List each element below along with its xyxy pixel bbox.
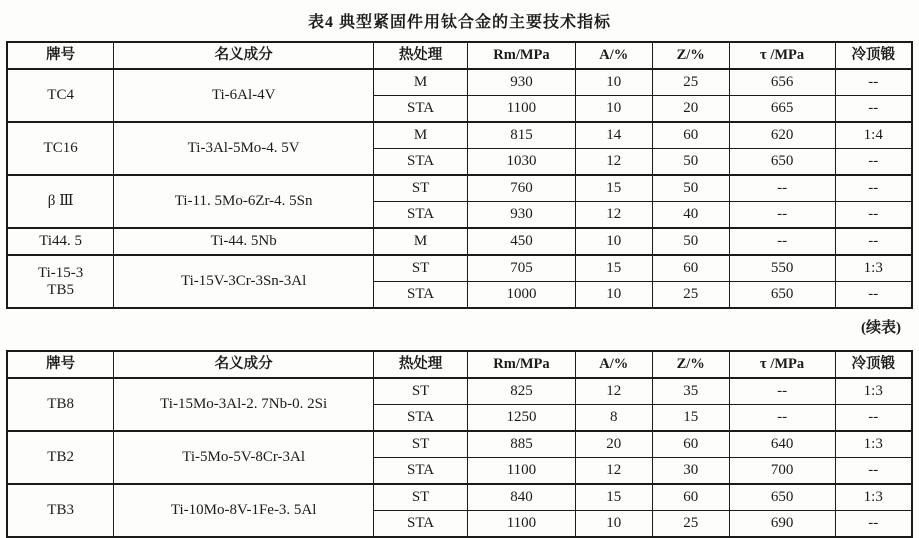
a-cell: 15 (575, 175, 652, 202)
table-row (7, 484, 912, 511)
z-cell: 60 (652, 122, 729, 149)
z-cell: 20 (652, 96, 729, 123)
rm-cell: 760 (468, 175, 576, 202)
tau-cell: 700 (729, 458, 835, 485)
composition-cell: Ti-10Mo-8V-1Fe-3. 5Al (114, 484, 374, 537)
grade-line: TB5 (47, 281, 74, 298)
tau-cell: 650 (729, 484, 835, 511)
tau-cell: 650 (729, 282, 835, 309)
column-header-tau: τ /MPa (729, 42, 835, 69)
tau-cell: -- (729, 175, 835, 202)
column-header-rm: Rm/MPa (468, 351, 576, 378)
grade-cell (7, 122, 114, 175)
tau-cell: 620 (729, 122, 835, 149)
a-cell: 14 (575, 122, 652, 149)
cold-cell: 1:3 (835, 255, 912, 282)
a-cell: 20 (575, 431, 652, 458)
column-header-treatment: 热处理 (374, 42, 468, 69)
rm-cell: 930 (468, 69, 576, 96)
rm-cell: 1100 (468, 96, 576, 123)
cold-cell: -- (835, 228, 912, 255)
column-header-treatment: 热处理 (374, 351, 468, 378)
cold-cell: -- (835, 69, 912, 96)
z-cell: 60 (652, 255, 729, 282)
z-cell: 60 (652, 484, 729, 511)
a-cell: 12 (575, 202, 652, 229)
z-cell: 25 (652, 69, 729, 96)
composition-cell: Ti-6Al-4V (114, 69, 374, 122)
composition-cell: Ti-3Al-5Mo-4. 5V (114, 122, 374, 175)
grade-line: Ti44. 5 (39, 233, 83, 250)
cold-cell: 1:3 (835, 431, 912, 458)
header-row (7, 351, 912, 378)
grade-line: TC16 (43, 140, 78, 157)
column-header-cold: 冷顶锻 (835, 42, 912, 69)
table-row (7, 378, 912, 405)
rm-cell: 815 (468, 122, 576, 149)
grade-cell (7, 431, 114, 484)
rm-cell: 450 (468, 228, 576, 255)
z-cell: 35 (652, 378, 729, 405)
cold-cell: -- (835, 282, 912, 309)
composition-cell: Ti-5Mo-5V-8Cr-3Al (114, 431, 374, 484)
grade-line: TB8 (47, 396, 74, 413)
z-cell: 30 (652, 458, 729, 485)
z-cell: 25 (652, 511, 729, 538)
grade-line: Ti-15-3 (37, 265, 84, 281)
rm-cell: 840 (468, 484, 576, 511)
z-cell: 50 (652, 149, 729, 176)
grade-line: TB3 (47, 502, 74, 519)
rm-cell: 1030 (468, 149, 576, 176)
page-title: 表4 典型紧固件用钛合金的主要技术指标 (307, 14, 611, 31)
treatment-cell: M (374, 122, 468, 149)
table-row (7, 255, 912, 282)
cold-cell: -- (835, 458, 912, 485)
cold-cell: 1:3 (835, 484, 912, 511)
cold-cell: 1:3 (835, 378, 912, 405)
a-cell: 12 (575, 378, 652, 405)
main-table (6, 41, 913, 309)
column-header-z: Z/% (652, 42, 729, 69)
treatment-cell: STA (374, 458, 468, 485)
rm-cell: 885 (468, 431, 576, 458)
table-row (7, 228, 912, 255)
cold-cell: -- (835, 202, 912, 229)
column-header-tau: τ /MPa (729, 351, 835, 378)
a-cell: 10 (575, 511, 652, 538)
z-cell: 40 (652, 202, 729, 229)
grade-line: TB2 (47, 449, 74, 466)
treatment-cell: STA (374, 202, 468, 229)
a-cell: 12 (575, 149, 652, 176)
header-row (7, 42, 912, 69)
z-cell: 60 (652, 431, 729, 458)
composition-cell: Ti-15Mo-3Al-2. 7Nb-0. 2Si (114, 378, 374, 431)
column-header-z: Z/% (652, 351, 729, 378)
grade-cell (7, 228, 114, 255)
cold-cell: -- (835, 511, 912, 538)
a-cell: 12 (575, 458, 652, 485)
tau-cell: 665 (729, 96, 835, 123)
a-cell: 10 (575, 69, 652, 96)
treatment-cell: STA (374, 96, 468, 123)
tau-cell: 550 (729, 255, 835, 282)
treatment-cell: M (374, 69, 468, 96)
treatment-cell: ST (374, 175, 468, 202)
cold-cell: -- (835, 405, 912, 432)
tau-cell: 656 (729, 69, 835, 96)
rm-cell: 1100 (468, 511, 576, 538)
z-cell: 50 (652, 175, 729, 202)
table-row (7, 122, 912, 149)
treatment-cell: STA (374, 405, 468, 432)
treatment-cell: ST (374, 255, 468, 282)
z-cell: 15 (652, 405, 729, 432)
table-row (7, 175, 912, 202)
treatment-cell: STA (374, 282, 468, 309)
rm-cell: 1250 (468, 405, 576, 432)
rm-cell: 1100 (468, 458, 576, 485)
a-cell: 15 (575, 484, 652, 511)
column-header-cold: 冷顶锻 (835, 351, 912, 378)
grade-cell (7, 175, 114, 228)
tau-cell: -- (729, 405, 835, 432)
column-header-a: A/% (575, 42, 652, 69)
column-header-composition: 名义成分 (114, 42, 374, 69)
grade-cell (7, 378, 114, 431)
cold-cell: -- (835, 149, 912, 176)
continuation-table (6, 350, 913, 538)
table-row (7, 431, 912, 458)
cold-cell: -- (835, 175, 912, 202)
treatment-cell: ST (374, 431, 468, 458)
z-cell: 25 (652, 282, 729, 309)
column-header-grade: 牌号 (7, 42, 114, 69)
column-header-composition: 名义成分 (114, 351, 374, 378)
a-cell: 8 (575, 405, 652, 432)
grade-cell (7, 255, 114, 308)
treatment-cell: STA (374, 511, 468, 538)
grade-line: β Ⅲ (47, 193, 74, 210)
grade-line: TC4 (47, 87, 74, 104)
tau-cell: 640 (729, 431, 835, 458)
tau-cell: 690 (729, 511, 835, 538)
treatment-cell: M (374, 228, 468, 255)
a-cell: 15 (575, 255, 652, 282)
composition-cell: Ti-44. 5Nb (114, 228, 374, 255)
composition-cell: Ti-15V-3Cr-3Sn-3Al (114, 255, 374, 308)
table-row (7, 69, 912, 96)
z-cell: 50 (652, 228, 729, 255)
rm-cell: 705 (468, 255, 576, 282)
rm-cell: 930 (468, 202, 576, 229)
treatment-cell: ST (374, 484, 468, 511)
cold-cell: 1:4 (835, 122, 912, 149)
continuation-label: (续表) (861, 320, 901, 336)
column-header-rm: Rm/MPa (468, 42, 576, 69)
composition-cell: Ti-11. 5Mo-6Zr-4. 5Sn (114, 175, 374, 228)
column-header-grade: 牌号 (7, 351, 114, 378)
tau-cell: -- (729, 202, 835, 229)
treatment-cell: STA (374, 149, 468, 176)
cold-cell: -- (835, 96, 912, 123)
a-cell: 10 (575, 282, 652, 309)
treatment-cell: ST (374, 378, 468, 405)
rm-cell: 1000 (468, 282, 576, 309)
tau-cell: -- (729, 228, 835, 255)
tau-cell: 650 (729, 149, 835, 176)
rm-cell: 825 (468, 378, 576, 405)
tau-cell: -- (729, 378, 835, 405)
grade-cell (7, 69, 114, 122)
column-header-a: A/% (575, 351, 652, 378)
a-cell: 10 (575, 228, 652, 255)
grade-cell (7, 484, 114, 537)
a-cell: 10 (575, 96, 652, 123)
